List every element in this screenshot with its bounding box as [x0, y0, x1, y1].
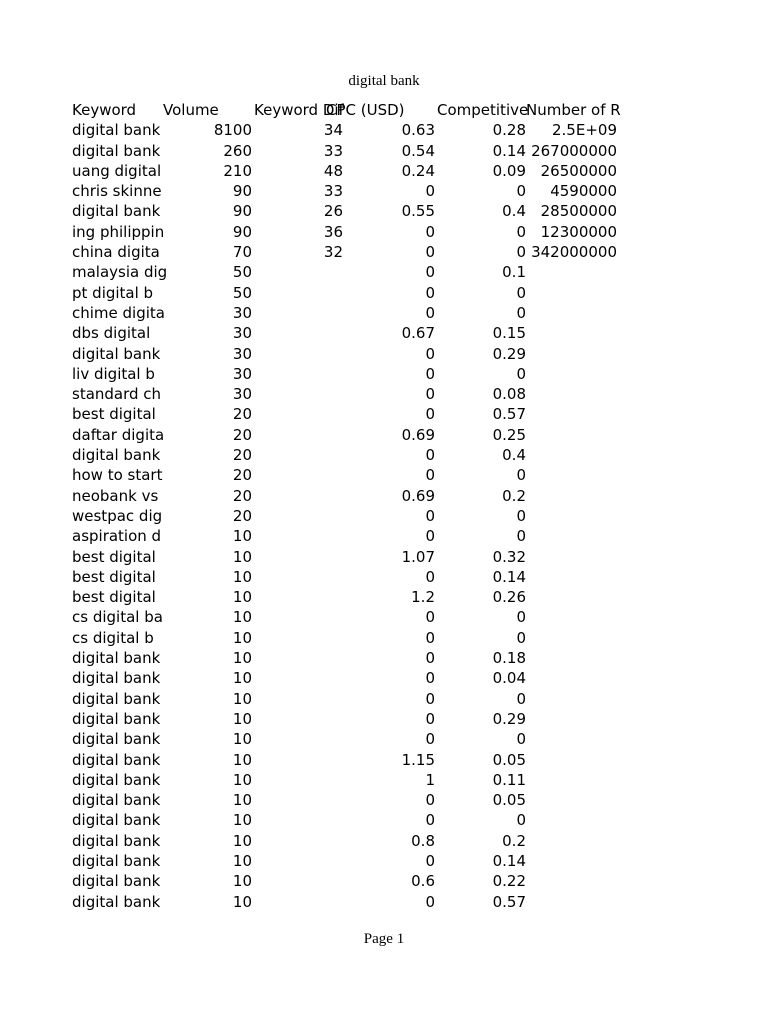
cpc-cell: 0 — [425, 243, 435, 262]
column-header-competitive: Competitive — [437, 101, 529, 119]
keyword-cell: daftar digita — [72, 425, 165, 444]
competitive-cell: 0.4 — [502, 446, 526, 465]
keyword-difficulty-cell: 36 — [323, 222, 343, 241]
volume-cell: 20 — [232, 506, 252, 525]
competitive-cell: 0.18 — [492, 649, 526, 668]
volume-cell: 70 — [232, 243, 252, 262]
cpc-cell: 0 — [425, 303, 435, 322]
keyword-cell: chime digita — [72, 303, 165, 322]
competitive-cell: 0.26 — [492, 588, 526, 607]
competitive-cell: 0 — [516, 466, 526, 485]
number-of-results-cell: 4590000 — [550, 182, 617, 201]
volume-cell: 50 — [232, 263, 252, 282]
volume-cell: 10 — [232, 608, 252, 627]
cpc-cell: 0.24 — [401, 161, 435, 180]
cpc-cell: 0 — [425, 851, 435, 870]
cpc-cell: 0 — [425, 182, 435, 201]
cpc-cell: 1.2 — [411, 588, 435, 607]
keyword-cell: aspiration d — [72, 527, 162, 546]
competitive-cell: 0.11 — [492, 770, 526, 789]
volume-cell: 10 — [232, 689, 252, 708]
keyword-cell: china digita — [72, 243, 160, 262]
volume-cell: 30 — [232, 385, 252, 404]
cpc-cell: 0.63 — [401, 121, 435, 140]
volume-cell: 10 — [232, 791, 252, 810]
volume-cell: 30 — [232, 344, 252, 363]
cpc-cell: 0 — [425, 283, 435, 302]
competitive-cell: 0 — [516, 303, 526, 322]
volume-cell: 10 — [232, 567, 252, 586]
cpc-cell: 0 — [425, 811, 435, 830]
cpc-cell: 0 — [425, 466, 435, 485]
keyword-cell: digital bank — [72, 141, 161, 160]
cpc-cell: 0.6 — [411, 872, 435, 891]
page-footer: Page 1 — [363, 931, 405, 947]
competitive-cell: 0.28 — [492, 121, 526, 140]
competitive-cell: 0.29 — [492, 709, 526, 728]
keyword-cell: neobank vs — [72, 486, 159, 505]
cpc-cell: 0.54 — [401, 141, 435, 160]
volume-cell: 10 — [232, 811, 252, 830]
keyword-cell: best digital — [72, 405, 156, 424]
cpc-cell: 0 — [425, 527, 435, 546]
cpc-cell: 1.07 — [401, 547, 435, 566]
volume-cell: 10 — [232, 750, 252, 769]
competitive-cell: 0 — [516, 283, 526, 302]
keyword-cell: digital bank — [72, 872, 161, 891]
keyword-cell: digital bank — [72, 730, 161, 749]
keyword-cell: best digital — [72, 588, 156, 607]
keyword-cell: digital bank — [72, 831, 161, 850]
volume-cell: 10 — [232, 892, 252, 911]
volume-cell: 10 — [232, 628, 252, 647]
volume-cell: 10 — [232, 547, 252, 566]
keyword-cell: chris skinne — [72, 182, 162, 201]
keyword-cell: best digital — [72, 567, 156, 586]
column-header-volume: Volume — [163, 101, 219, 119]
competitive-cell: 0 — [516, 730, 526, 749]
cpc-cell: 0 — [425, 628, 435, 647]
volume-cell: 20 — [232, 405, 252, 424]
volume-cell: 10 — [232, 831, 252, 850]
column-header-number-of-results: Number of R — [526, 101, 621, 119]
competitive-cell: 0.14 — [492, 567, 526, 586]
cpc-cell: 0 — [425, 791, 435, 810]
keyword-cell: digital bank — [72, 446, 161, 465]
competitive-cell: 0.32 — [492, 547, 526, 566]
cpc-cell: 0 — [425, 689, 435, 708]
volume-cell: 10 — [232, 730, 252, 749]
cpc-cell: 0 — [425, 364, 435, 383]
competitive-cell: 0 — [516, 689, 526, 708]
competitive-cell: 0.4 — [502, 202, 526, 221]
volume-cell: 50 — [232, 283, 252, 302]
volume-cell: 20 — [232, 486, 252, 505]
keyword-difficulty-cell: 34 — [323, 121, 343, 140]
competitive-cell: 0.1 — [502, 263, 526, 282]
volume-cell: 210 — [223, 161, 252, 180]
volume-cell: 10 — [232, 770, 252, 789]
competitive-cell: 0.15 — [492, 324, 526, 343]
keyword-cell: digital bank — [72, 649, 161, 668]
page-header: digital bank — [348, 73, 420, 89]
competitive-cell: 0.14 — [492, 851, 526, 870]
keyword-difficulty-cell: 33 — [323, 141, 343, 160]
keyword-cell: cs digital ba — [72, 608, 163, 627]
keyword-difficulty-cell: 33 — [323, 182, 343, 201]
cpc-cell: 0 — [425, 608, 435, 627]
volume-cell: 30 — [232, 324, 252, 343]
competitive-cell: 0.29 — [492, 344, 526, 363]
competitive-cell: 0 — [516, 608, 526, 627]
volume-cell: 10 — [232, 588, 252, 607]
competitive-cell: 0 — [516, 243, 526, 262]
volume-cell: 90 — [232, 222, 252, 241]
cpc-cell: 0 — [425, 405, 435, 424]
cpc-cell: 0 — [425, 506, 435, 525]
cpc-cell: 0.69 — [401, 486, 435, 505]
competitive-cell: 0.05 — [492, 791, 526, 810]
keyword-cell: standard ch — [72, 385, 162, 404]
cpc-cell: 1 — [425, 770, 435, 789]
volume-cell: 30 — [232, 364, 252, 383]
cpc-cell: 0.69 — [401, 425, 435, 444]
volume-cell: 90 — [232, 182, 252, 201]
cpc-cell: 0 — [425, 649, 435, 668]
competitive-cell: 0 — [516, 527, 526, 546]
competitive-cell: 0 — [516, 364, 526, 383]
keyword-cell: digital bank — [72, 344, 161, 363]
volume-cell: 10 — [232, 669, 252, 688]
competitive-cell: 0.09 — [492, 161, 526, 180]
volume-cell: 260 — [223, 141, 252, 160]
cpc-cell: 1.15 — [401, 750, 435, 769]
keyword-cell: digital bank — [72, 892, 161, 911]
cpc-cell: 0 — [425, 567, 435, 586]
competitive-cell: 0 — [516, 182, 526, 201]
keyword-cell: digital bank — [72, 689, 161, 708]
keyword-cell: digital bank — [72, 770, 161, 789]
volume-cell: 10 — [232, 527, 252, 546]
cpc-cell: 0 — [425, 385, 435, 404]
competitive-cell: 0.04 — [492, 669, 526, 688]
competitive-cell: 0 — [516, 506, 526, 525]
keyword-cell: how to start — [72, 466, 163, 485]
keyword-cell: malaysia dig — [72, 263, 168, 282]
keyword-difficulty-cell: 26 — [323, 202, 343, 221]
volume-cell: 10 — [232, 872, 252, 891]
cpc-cell: 0 — [425, 446, 435, 465]
keyword-cell: liv digital b — [72, 364, 155, 383]
competitive-cell: 0.2 — [502, 831, 526, 850]
cpc-cell: 0 — [425, 263, 435, 282]
competitive-cell: 0.57 — [492, 892, 526, 911]
keyword-cell: dbs digital — [72, 324, 151, 343]
keyword-cell: pt digital b — [72, 283, 154, 302]
volume-cell: 20 — [232, 466, 252, 485]
keyword-cell: digital bank — [72, 811, 161, 830]
keyword-cell: cs digital b — [72, 628, 154, 647]
cpc-cell: 0 — [425, 669, 435, 688]
volume-cell: 8100 — [213, 121, 252, 140]
cpc-cell: 0 — [425, 892, 435, 911]
competitive-cell: 0 — [516, 222, 526, 241]
cpc-cell: 0 — [425, 344, 435, 363]
keyword-cell: westpac dig — [72, 506, 163, 525]
keyword-cell: digital bank — [72, 669, 161, 688]
number-of-results-cell: 12300000 — [540, 222, 617, 241]
competitive-cell: 0.08 — [492, 385, 526, 404]
competitive-cell: 0.14 — [492, 141, 526, 160]
keyword-cell: digital bank — [72, 709, 161, 728]
number-of-results-cell: 26500000 — [540, 161, 617, 180]
cpc-cell: 0 — [425, 222, 435, 241]
keyword-difficulty-cell: 48 — [323, 161, 343, 180]
number-of-results-cell: 267000000 — [531, 141, 617, 160]
number-of-results-cell: 28500000 — [540, 202, 617, 221]
volume-cell: 20 — [232, 425, 252, 444]
cpc-cell: 0.8 — [411, 831, 435, 850]
number-of-results-cell: 2.5E+09 — [552, 121, 617, 140]
cpc-cell: 0 — [425, 730, 435, 749]
competitive-cell: 0 — [516, 811, 526, 830]
cpc-cell: 0.55 — [401, 202, 435, 221]
column-header-cpc: CPC (USD) — [326, 101, 405, 119]
competitive-cell: 0.22 — [492, 872, 526, 891]
column-header-keyword-difficulty: Keyword Dif — [254, 101, 344, 119]
competitive-cell: 0.25 — [492, 425, 526, 444]
column-header-keyword: Keyword — [72, 101, 137, 119]
cpc-cell: 0.67 — [401, 324, 435, 343]
competitive-cell: 0.57 — [492, 405, 526, 424]
keyword-cell: uang digital — [72, 161, 162, 180]
competitive-cell: 0 — [516, 628, 526, 647]
volume-cell: 10 — [232, 851, 252, 870]
keyword-difficulty-cell: 32 — [323, 243, 343, 262]
keyword-cell: digital bank — [72, 851, 161, 870]
volume-cell: 10 — [232, 649, 252, 668]
keyword-cell: digital bank — [72, 202, 161, 221]
keyword-cell: digital bank — [72, 750, 161, 769]
volume-cell: 20 — [232, 446, 252, 465]
volume-cell: 90 — [232, 202, 252, 221]
cpc-cell: 0 — [425, 709, 435, 728]
number-of-results-cell: 342000000 — [531, 243, 617, 262]
keyword-cell: ing philippin — [72, 222, 165, 241]
keyword-cell: best digital — [72, 547, 156, 566]
keyword-cell: digital bank — [72, 791, 161, 810]
competitive-cell: 0.05 — [492, 750, 526, 769]
competitive-cell: 0.2 — [502, 486, 526, 505]
volume-cell: 30 — [232, 303, 252, 322]
keyword-cell: digital bank — [72, 121, 161, 140]
volume-cell: 10 — [232, 709, 252, 728]
